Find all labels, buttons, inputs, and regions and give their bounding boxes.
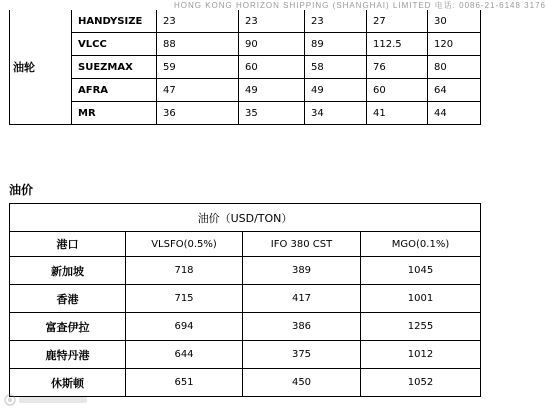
price-cell: 1255 <box>361 313 481 341</box>
tanker-group-label: 油轮 <box>10 10 72 125</box>
bunker-price-table <box>9 203 481 397</box>
rate-cell: 90 <box>239 33 305 56</box>
column-header-vlsfo: VLSFO(0.5%) <box>126 232 243 257</box>
table-row <box>10 79 481 102</box>
column-header-port: 港口 <box>10 232 126 257</box>
ship-type-cell: MR <box>72 102 157 125</box>
price-cell: 389 <box>243 257 361 285</box>
rate-cell: 59 <box>157 56 239 79</box>
rate-cell: 30 <box>428 10 481 33</box>
price-cell: 1012 <box>361 341 481 369</box>
table-header-row <box>10 232 481 257</box>
table-title-row <box>10 204 481 232</box>
rate-cell: 60 <box>239 56 305 79</box>
ship-type-cell: SUEZMAX <box>72 56 157 79</box>
price-cell: 718 <box>126 257 243 285</box>
watermark-logo-icon <box>3 393 91 407</box>
ship-type-cell: AFRA <box>72 79 157 102</box>
rate-cell: 76 <box>367 56 428 79</box>
rate-cell: 60 <box>367 79 428 102</box>
rate-cell: 112.5 <box>367 33 428 56</box>
rate-cell: 23 <box>157 10 239 33</box>
port-cell: 休斯顿 <box>10 369 126 397</box>
rate-cell: 89 <box>305 33 367 56</box>
rate-cell: 35 <box>239 102 305 125</box>
table-row <box>10 341 481 369</box>
ship-type-cell: VLCC <box>72 33 157 56</box>
rate-cell: 49 <box>239 79 305 102</box>
ship-type-cell: HANDYSIZE <box>72 10 157 33</box>
price-cell: 651 <box>126 369 243 397</box>
table-row <box>10 257 481 285</box>
rate-cell: 41 <box>367 102 428 125</box>
column-header-mgo: MGO(0.1%) <box>361 232 481 257</box>
price-cell: 375 <box>243 341 361 369</box>
freight-rates-table <box>9 10 481 125</box>
price-cell: 386 <box>243 313 361 341</box>
rate-cell: 49 <box>305 79 367 102</box>
rate-cell: 44 <box>428 102 481 125</box>
rate-cell: 120 <box>428 33 481 56</box>
rate-cell: 27 <box>367 10 428 33</box>
table-row <box>10 102 481 125</box>
table-row <box>10 56 481 79</box>
price-cell: 1052 <box>361 369 481 397</box>
port-cell: 香港 <box>10 285 126 313</box>
port-cell: 鹿特丹港 <box>10 341 126 369</box>
company-contact-line: HONG KONG HORIZON SHIPPING (SHANGHAI) LIMITED 电话: 0086-21-6148 3176 <box>174 1 546 10</box>
rate-cell: 88 <box>157 33 239 56</box>
rate-cell: 58 <box>305 56 367 79</box>
rate-cell: 23 <box>239 10 305 33</box>
rate-cell: 34 <box>305 102 367 125</box>
rate-cell: 47 <box>157 79 239 102</box>
rate-cell: 23 <box>305 10 367 33</box>
price-cell: 1045 <box>361 257 481 285</box>
price-cell: 417 <box>243 285 361 313</box>
rate-cell: 64 <box>428 79 481 102</box>
bunker-table-title: 油价（USD/TON） <box>10 204 481 232</box>
rate-cell: 36 <box>157 102 239 125</box>
price-cell: 644 <box>126 341 243 369</box>
price-cell: 450 <box>243 369 361 397</box>
table-row <box>10 313 481 341</box>
rate-cell: 80 <box>428 56 481 79</box>
table-row <box>10 10 481 33</box>
table-row <box>10 33 481 56</box>
column-header-ifo380: IFO 380 CST <box>243 232 361 257</box>
bunker-section-title: 油价 <box>9 183 34 197</box>
port-cell: 新加坡 <box>10 257 126 285</box>
port-cell: 富查伊拉 <box>10 313 126 341</box>
price-cell: 1001 <box>361 285 481 313</box>
price-cell: 694 <box>126 313 243 341</box>
table-row <box>10 285 481 313</box>
price-cell: 715 <box>126 285 243 313</box>
